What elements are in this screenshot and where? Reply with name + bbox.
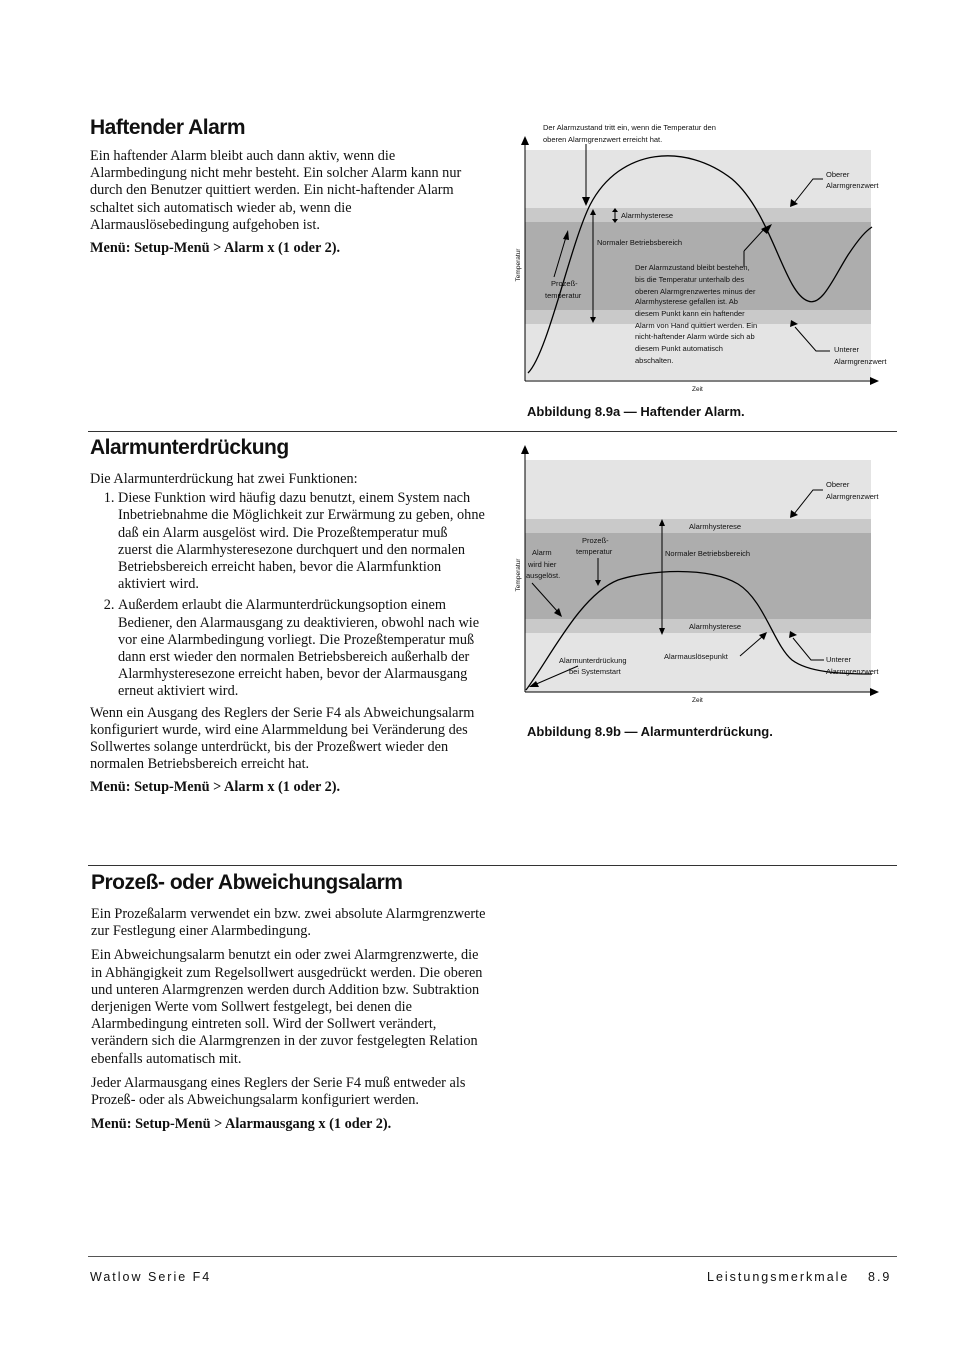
- paragraph: Jeder Alarmausgang eines Reglers der Serie F4 muß entweder als Prozeß- oder als Abweichungsalarm konfiguriert werden.: [91, 1074, 466, 1109]
- note-mid-line: Alarm von Hand quittiert werden. Ein: [635, 321, 758, 330]
- menu-path: Menü: Setup-Menü > Alarm x (1 oder 2).: [90, 240, 341, 257]
- suppression-line-1: Alarmunterdrückung: [559, 656, 627, 665]
- section-body-prozess-abweichungsalarm: [91, 906, 486, 1133]
- hysteresis-top-label: Alarmhysterese: [689, 522, 742, 531]
- section-heading-prozess-abweichungsalarm: Prozeß- oder Abweichungsalarm: [91, 871, 403, 894]
- x-axis-label: Zeit: [692, 697, 703, 704]
- figure-caption: Abbildung 8.9b — Alarmunterdrückung.: [527, 724, 773, 739]
- normal-range-label: Normaler Betriebsbereich: [665, 549, 751, 558]
- divider: [88, 865, 897, 866]
- process-temp-line-2: temperatur: [576, 547, 613, 556]
- figure-caption: Abbildung 8.9a — Haftender Alarm.: [527, 404, 745, 419]
- hysteresis-bottom-label: Alarmhysterese: [689, 622, 742, 631]
- note-mid-line: abschalten.: [635, 356, 674, 365]
- upper-limit-line-2: Alarmgrenzwert: [826, 181, 879, 190]
- normal-range-label: Normaler Betriebsbereich: [597, 238, 683, 247]
- note-top-line-1: Der Alarmzustand tritt ein, wenn die Temperatur den: [543, 123, 716, 132]
- lower-limit-line-2: Alarmgrenzwert: [826, 667, 879, 676]
- figure-alarmunterdrueckung: [508, 440, 903, 710]
- note-mid-line: Alarmhysterese gefallen ist. Ab: [635, 297, 738, 306]
- paragraph: Wenn ein Ausgang des Reglers der Serie F4 als Abweichungsalarm konfiguriert wurde, wird eine Alarmmeldung bei Veränderung des Sollwertes solange unterdrückt, bis der Prozeßwert wieder den normalen Betriebsbereich erreicht hat.: [90, 704, 475, 773]
- divider: [88, 431, 897, 432]
- section-heading-alarmunterdrueckung: Alarmunterdrückung: [90, 436, 289, 459]
- x-axis-label: Zeit: [692, 386, 703, 393]
- upper-limit-line-1: Oberer: [826, 170, 850, 179]
- alarm-triggered-line-3: ausgelöst.: [526, 571, 561, 580]
- footer-section: Leistungsmerkmale: [707, 1270, 850, 1284]
- suppression-line-2: bei Systemstart: [569, 667, 621, 676]
- note-mid-line: diesem Punkt automatisch: [635, 344, 723, 353]
- function-list: [90, 490, 485, 700]
- note-mid-line: oberen Alarmgrenzwertes minus der: [635, 287, 756, 296]
- paragraph: Ein Abweichungsalarm benutzt ein oder zwei Alarmgrenzwerte, die in Abhängigkeit zum Regelsollwert ausgedrückt werden. Die oberen und unteren Alarmgrenzen werden durch Addition bzw. Subtraktion derjenigen Werte vom Sollwert festgelegt, bei denen die Alarmbedingung eintreten soll. Wird der Sollwert verändert, verändern sich die Alarmgrenzen in der zuvor festgelegten Relation ebenfalls automatisch mit.: [91, 947, 483, 1067]
- upper-limit-line-1: Oberer: [826, 480, 850, 489]
- lower-limit-line-2: Alarmgrenzwert: [834, 357, 887, 366]
- alarm-triggered-line-1: Alarm: [532, 548, 552, 557]
- paragraph: Ein Prozeßalarm verwendet ein bzw. zwei absolute Alarmgrenzwerte zur Festlegung einer Alarmbedingung.: [91, 906, 486, 940]
- process-temp-line-1: Prozeß-: [582, 536, 609, 545]
- paragraph: Ein haftender Alarm bleibt auch dann aktiv, wenn die Alarmbedingung nicht mehr besteht. Ein solcher Alarm kann nur durch den Benutzer quittiert werden. Ein nicht-haftender Alarm schaltet sich automatisch wieder ab, wenn die Alarmauslösebedingung aufgehoben ist.: [90, 148, 462, 233]
- y-axis-label: Temperatur: [515, 558, 522, 592]
- footer-left: Watlow Serie F4: [90, 1270, 212, 1284]
- note-mid-line: Der Alarmzustand bleibt bestehen,: [635, 263, 750, 272]
- menu-path: Menü: Setup-Menü > Alarmausgang x (1 oder 2).: [91, 1116, 392, 1133]
- figure-haftender-alarm: [508, 115, 903, 397]
- section-body-haftender-alarm: [90, 148, 485, 257]
- lower-limit-line-1: Unterer: [826, 655, 852, 664]
- upper-limit-line-2: Alarmgrenzwert: [826, 492, 879, 501]
- menu-path: Menü: Setup-Menü > Alarm x (1 oder 2).: [90, 779, 341, 796]
- lower-limit-line-1: Unterer: [834, 345, 860, 354]
- section-body-alarmunterdrueckung: [90, 471, 485, 797]
- list-item: 2. Außerdem erlaubt die Alarmunterdrückungsoption einem Bediener, den Alarmausgang zu deaktivieren, obwohl nach wie vor eine Alarmbedingung vorliegt. Die Prozeßtemperatur muß dann erst wieder den normalen Betriebsbereich außerhalb der Alarmhysteresezone erreicht haben, bevor der Alarmausgang erneut aktiviert wird.: [118, 597, 485, 700]
- alarm-triggered-line-2: wird hier: [528, 560, 557, 569]
- note-top-line-2: oberen Alarmgrenzwert erreicht hat.: [543, 135, 663, 144]
- process-temp-line-2: temperatur: [545, 291, 582, 300]
- page-number: 8.9: [868, 1270, 892, 1284]
- intro-text: Die Alarmunterdrückung hat zwei Funktionen:: [90, 471, 358, 487]
- list-item: 1. Diese Funktion wird häufig dazu benutzt, einem System nach Inbetriebnahme die Möglichkeit zur Erwärmung zu geben, ohne daß ein Alarm ausgelöst wird. Die Prozeßtemperatur muß zuerst die Alarmhysteresezone durchquert und den normalen Betriebsbereich erreicht haben, bevor die Alarmfunktion aktiviert wird.: [118, 490, 485, 593]
- section-heading-haftender-alarm: Haftender Alarm: [90, 116, 246, 139]
- y-axis-label: Temperatur: [515, 248, 522, 282]
- process-temp-line-1: Prozeß-: [551, 279, 578, 288]
- note-mid-line: bis die Temperatur unterhalb des: [635, 275, 745, 284]
- hysteresis-label: Alarmhysterese: [621, 211, 674, 220]
- footer-divider: [88, 1256, 897, 1257]
- trigger-point-label: Alarmauslösepunkt: [664, 652, 728, 661]
- note-mid-line: nicht-haftender Alarm würde sich ab: [635, 332, 755, 341]
- note-mid-line: diesem Punkt kann ein haftender: [635, 309, 745, 318]
